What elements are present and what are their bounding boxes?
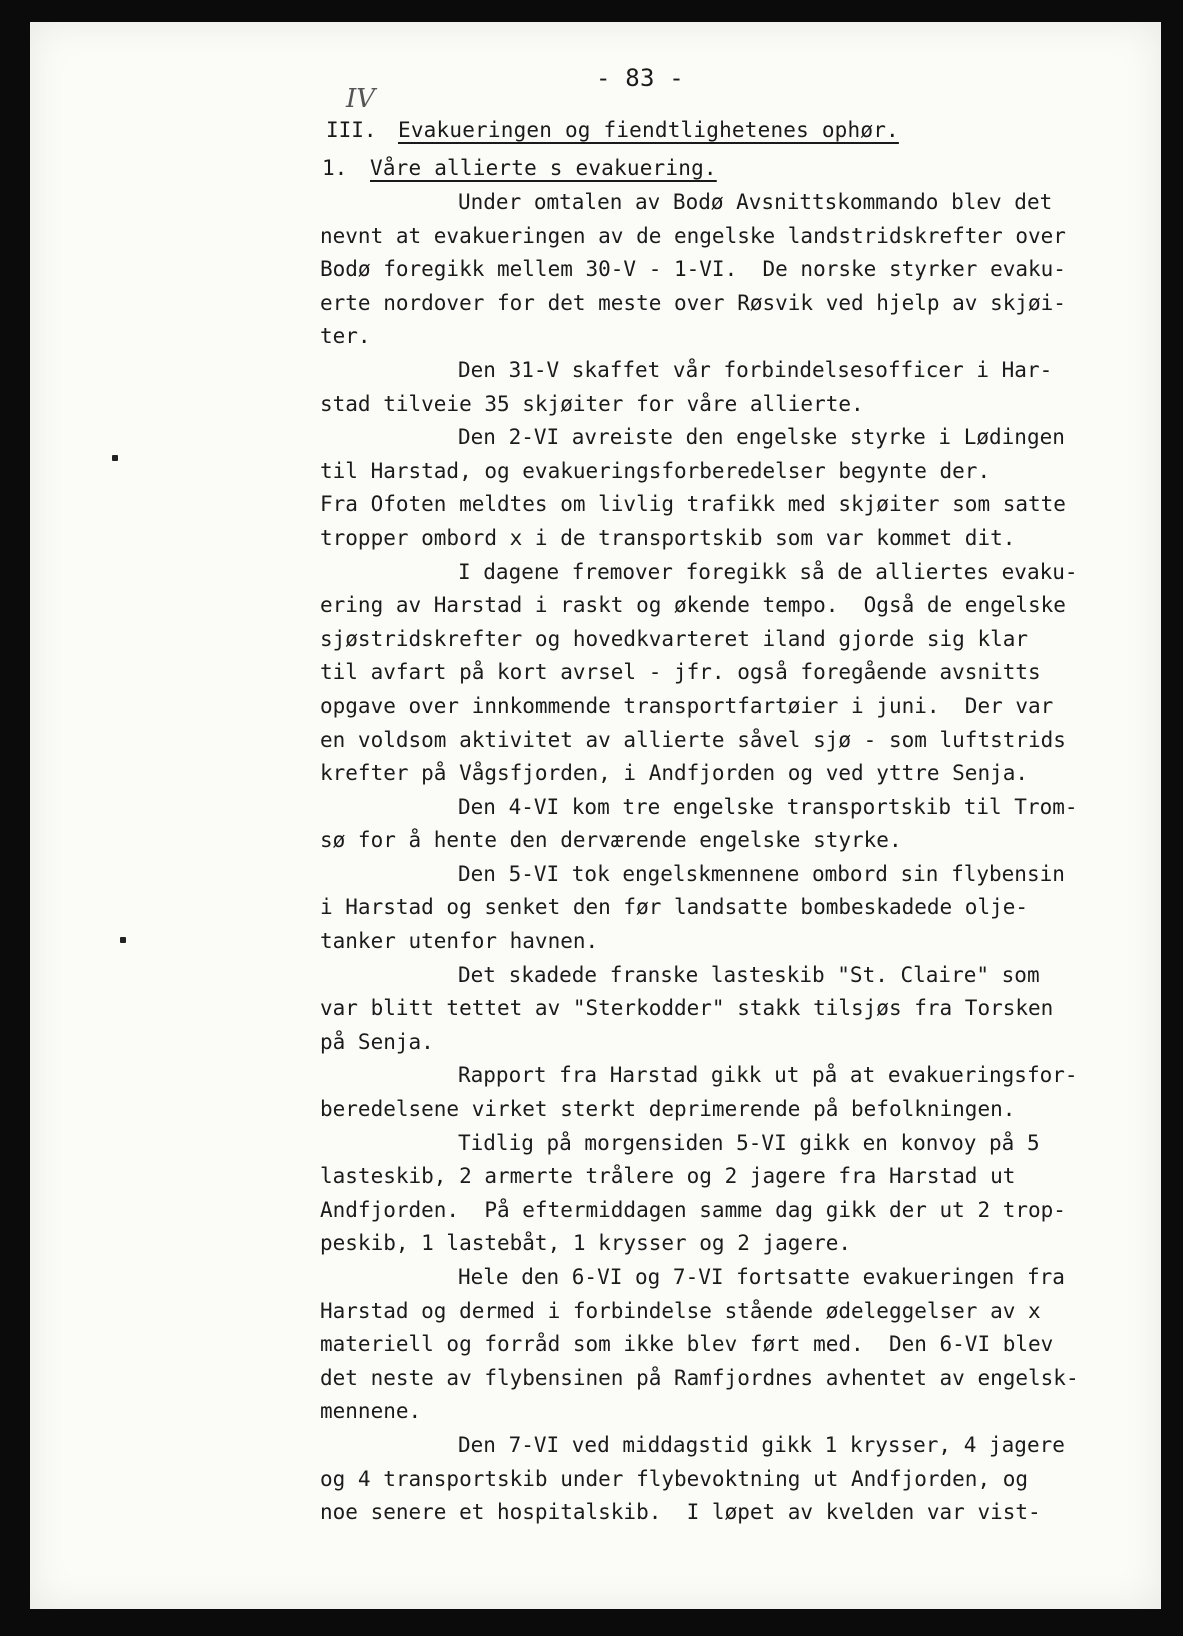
section-title: Våre allierte s evakuering. (370, 156, 717, 180)
text-line: Rapport fra Harstad gikk ut på at evakueringsfor- (458, 1063, 1078, 1088)
text-line: Harstad og dermed i forbindelse stående ødeleggelser av x (320, 1298, 1041, 1323)
text-line: en voldsom aktivitet av allierte såvel sjø - som luftstrids (320, 727, 1066, 752)
typewritten-page (30, 22, 1161, 1609)
text-line: I dagene fremover foregikk så de alliertes evaku- (458, 559, 1078, 584)
text-line: Tidlig på morgensiden 5-VI gikk en konvoy på 5 (458, 1130, 1040, 1155)
chapter-title: Evakueringen og fiendtlighetenes ophør. (398, 118, 899, 142)
body-text (320, 186, 1132, 1530)
text-line: til avfart på kort avrsel - jfr. også foregående avsnitts (320, 660, 1041, 685)
text-line: Andfjorden. På eftermiddagen samme dag gikk der ut 2 trop- (320, 1197, 1066, 1222)
text-line: til Harstad, og evakueringsforberedelser begynte der. (320, 458, 991, 483)
text-line: det neste av flybensinen på Ramfjordnes avhentet av engelsk- (320, 1365, 1079, 1390)
text-line: beredelsene virket sterkt deprimerende på befolkningen. (320, 1097, 1016, 1122)
text-line: tanker utenfor havnen. (320, 929, 599, 954)
chapter-number: III. (326, 118, 377, 142)
text-line: noe senere et hospitalskib. I løpet av kvelden var vist- (320, 1500, 1041, 1525)
margin-punch-mark (112, 455, 118, 461)
text-line: lasteskib, 2 armerte trålere og 2 jagere fra Harstad ut (320, 1164, 1016, 1189)
text-line: Det skadede franske lasteskib "St. Claire" som (458, 962, 1040, 987)
text-line: nevnt at evakueringen av de engelske landstridskrefter over (320, 223, 1066, 248)
text-line: Bodø foregikk mellem 30-V - 1-VI. De norske styrker evaku- (320, 257, 1066, 282)
margin-punch-mark (120, 937, 126, 943)
text-line: sø for å hente den derværende engelske styrke. (320, 828, 902, 853)
text-line: Fra Ofoten meldtes om livlig trafikk med skjøiter som satte (320, 492, 1066, 517)
text-line: Den 2-VI avreiste den engelske styrke i Lødingen (458, 425, 1065, 450)
text-line: sjøstridskrefter og hovedkvarteret iland gjorde sig klar (320, 626, 1029, 651)
text-line: Den 4-VI kom tre engelske transportskib til Trom- (458, 794, 1078, 819)
text-line: materiell og forråd som ikke blev ført med. Den 6-VI blev (320, 1332, 1054, 1357)
section-number: 1. (322, 156, 348, 180)
text-line: i Harstad og senket den før landsatte bombeskadede olje- (320, 895, 1029, 920)
text-line: ering av Harstad i raskt og økende tempo. Også de engelske (320, 593, 1066, 618)
text-line: Under omtalen av Bodø Avsnittskommando blev det (458, 190, 1053, 214)
text-line: Den 31-V skaffet vår forbindelsesofficer i Har- (458, 357, 1053, 382)
text-line: var blitt tettet av "Sterkodder" stakk tilsjøs fra Torsken (320, 996, 1054, 1021)
page-number: - 83 - (596, 64, 684, 92)
text-line: og 4 transportskib under flybevoktning ut Andfjorden, og (320, 1466, 1029, 1491)
text-line: på Senja. (320, 1029, 434, 1054)
text-line: peskib, 1 lastebåt, 1 krysser og 2 jagere. (320, 1231, 852, 1256)
text-line: Den 5-VI tok engelskmennene ombord sin flybensin (458, 861, 1065, 886)
handwritten-margin-mark: IV (346, 84, 376, 114)
text-line: mennene. (320, 1399, 422, 1424)
text-line: Den 7-VI ved middagstid gikk 1 krysser, 4 jagere (458, 1432, 1065, 1457)
text-line: opgave over innkommende transportfartøier i juni. Der var (320, 693, 1054, 718)
text-line: erte nordover for det meste over Røsvik ved hjelp av skjøi- (320, 290, 1066, 315)
text-line: ter. (320, 324, 371, 349)
text-line: stad tilveie 35 skjøiter for våre allierte. (320, 391, 864, 416)
text-line: Hele den 6-VI og 7-VI fortsatte evakueringen fra (458, 1265, 1065, 1289)
text-line: krefter på Vågsfjorden, i Andfjorden og ved yttre Senja. (320, 761, 1029, 786)
text-line: tropper ombord x i de transportskib som var kommet dit. (320, 525, 1016, 550)
